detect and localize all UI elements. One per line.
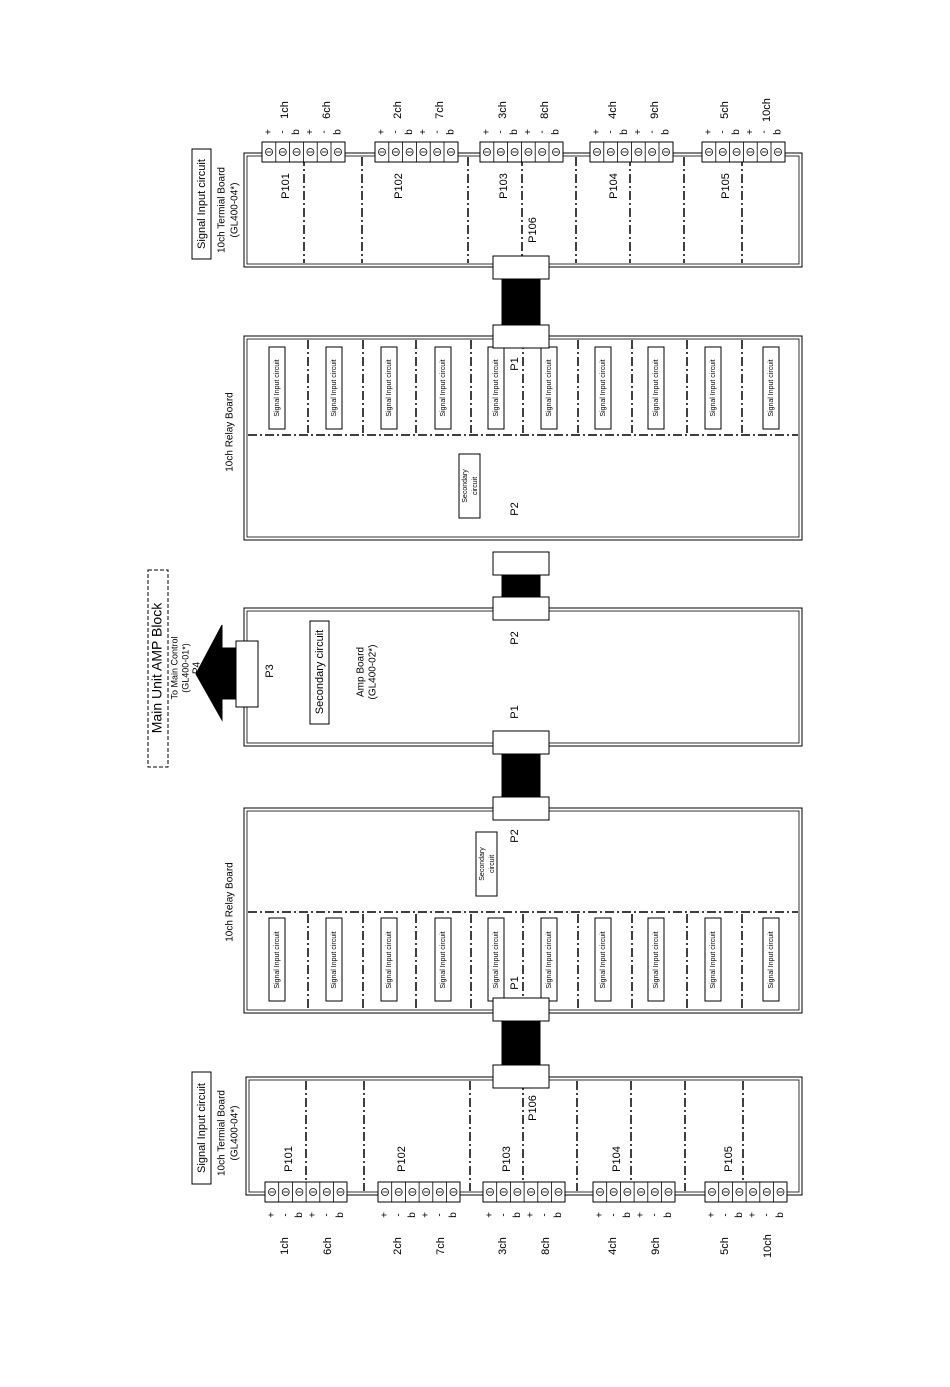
pin-label: - xyxy=(498,1213,510,1217)
pin-label: b xyxy=(775,1212,787,1218)
pin-label: b xyxy=(407,1212,419,1218)
pin-label: + xyxy=(591,129,603,135)
amp-p1-label: P1 xyxy=(508,705,521,719)
channel-label: 8ch xyxy=(539,1237,552,1255)
relay-p2-label: P2 xyxy=(508,829,521,843)
amp-p2-label: P2 xyxy=(508,631,521,645)
pin-label: b xyxy=(512,1212,524,1218)
channel-label: 3ch xyxy=(496,101,509,119)
pin-label: - xyxy=(393,1213,405,1217)
cable-connector-end xyxy=(493,597,549,620)
relay-board-label: 10ch Relay Board xyxy=(224,392,236,472)
pin-label: b xyxy=(332,129,344,135)
bottom-relay-board xyxy=(225,808,802,1013)
secondary-text: circuit xyxy=(488,854,496,874)
signal-input-tag-text: Signal Input circuit xyxy=(195,1083,208,1173)
pin-label: - xyxy=(758,130,770,134)
main-unit-title: Main Unit AMP Block xyxy=(148,602,165,734)
signal-input-text: Signal Input circuit xyxy=(709,931,717,989)
pin-label: - xyxy=(761,1213,773,1217)
pin-label: + xyxy=(307,1212,319,1218)
pin-label: + xyxy=(703,129,715,135)
pin-label: - xyxy=(608,1213,620,1217)
pin-label: b xyxy=(291,129,303,135)
channel-label: 1ch xyxy=(278,101,291,119)
channel-label: 2ch xyxy=(391,1237,404,1255)
pin-label: - xyxy=(536,130,548,134)
ribbon-cable xyxy=(502,1018,540,1068)
connector-label: P105 xyxy=(719,173,732,199)
pin-label: b xyxy=(448,1212,460,1218)
pin-label: b xyxy=(335,1212,347,1218)
signal-input-text: Signal Input circuit xyxy=(599,359,607,417)
signal-input-text: Signal Input circuit xyxy=(545,359,553,417)
channel-label: 6ch xyxy=(321,1237,334,1255)
relay-p1-label: P1 xyxy=(508,976,521,990)
secondary-text: Secondary xyxy=(461,469,469,503)
signal-input-text: Signal Input circuit xyxy=(652,931,660,989)
signal-input-text: Signal Input circuit xyxy=(709,359,717,417)
pin-label: + xyxy=(418,129,430,135)
connector-label: P101 xyxy=(282,1146,295,1172)
signal-input-text: Signal Input circuit xyxy=(273,359,281,417)
signal-input-text: Signal Input circuit xyxy=(330,359,338,417)
terminal-board-label: 10ch Termial Board xyxy=(216,1090,228,1176)
pin-label: b xyxy=(445,129,457,135)
cable-connector-end xyxy=(493,552,549,575)
pin-label: - xyxy=(720,1213,732,1217)
bottom-terminal-board xyxy=(192,1072,802,1258)
pin-label: + xyxy=(745,129,757,135)
signal-input-text: Signal Input circuit xyxy=(330,931,338,989)
top-terminal-board xyxy=(192,98,802,267)
pin-label: b xyxy=(553,1212,565,1218)
cable-connector-end xyxy=(493,256,549,279)
signal-input-text: Signal Input circuit xyxy=(385,359,393,417)
pin-label: - xyxy=(390,130,402,134)
pin-label: + xyxy=(376,129,388,135)
amp-board xyxy=(196,608,802,746)
pin-label: b xyxy=(660,129,672,135)
signal-input-tag-text: Signal Input circuit xyxy=(195,159,208,249)
pin-label: - xyxy=(280,1213,292,1217)
channel-label: 2ch xyxy=(391,101,404,119)
signal-input-text: Signal Input circuit xyxy=(439,359,447,417)
connector-label: P103 xyxy=(497,173,510,199)
top-relay-board xyxy=(225,336,802,540)
pin-label: + xyxy=(594,1212,606,1218)
channel-label: 1ch xyxy=(278,1237,291,1255)
relay-p2-label: P2 xyxy=(508,502,521,516)
connector-label: P102 xyxy=(392,173,405,199)
connector-label: P102 xyxy=(395,1146,408,1172)
channel-label: 9ch xyxy=(648,101,661,119)
pin-label: b xyxy=(731,129,743,135)
pin-label: - xyxy=(321,1213,333,1217)
cable-connector-end xyxy=(493,998,549,1021)
p3-connector xyxy=(236,641,258,707)
p106-label: P106 xyxy=(526,217,539,243)
channel-label: 10ch xyxy=(760,98,773,122)
cable-connector-end xyxy=(493,731,549,754)
signal-input-text: Signal Input circuit xyxy=(767,359,775,417)
pin-label: + xyxy=(420,1212,432,1218)
connector-label: P101 xyxy=(279,173,292,199)
terminal-board-model: (GL400-04*) xyxy=(229,182,241,238)
pin-label: + xyxy=(525,1212,537,1218)
pin-label: b xyxy=(622,1212,634,1218)
connector-label: P105 xyxy=(722,1146,735,1172)
amp-board-model: (GL400-02*) xyxy=(367,644,379,700)
cable-connector-end xyxy=(493,1065,549,1088)
signal-input-text: Signal Input circuit xyxy=(492,359,500,417)
signal-input-text: Signal Input circuit xyxy=(492,931,500,989)
pin-label: + xyxy=(305,129,317,135)
secondary-text: Secondary xyxy=(478,847,486,881)
pin-label: b xyxy=(404,129,416,135)
cable-connector-end xyxy=(493,797,549,820)
channel-label: 9ch xyxy=(649,1237,662,1255)
channel-label: 7ch xyxy=(433,101,446,119)
relay-p1-label: P1 xyxy=(508,357,521,371)
pin-label: b xyxy=(550,129,562,135)
p4-label: P4 xyxy=(191,661,203,675)
signal-input-text: Signal Input circuit xyxy=(599,931,607,989)
ribbon-cable xyxy=(502,276,540,328)
pin-label: b xyxy=(294,1212,306,1218)
pin-label: b xyxy=(663,1212,675,1218)
channel-label: 4ch xyxy=(606,1237,619,1255)
pin-label: - xyxy=(646,130,658,134)
channel-label: 4ch xyxy=(606,101,619,119)
channel-label: 6ch xyxy=(320,101,333,119)
channel-label: 5ch xyxy=(718,1237,731,1255)
signal-input-text: Signal Input circuit xyxy=(652,359,660,417)
main-unit-title-block xyxy=(148,570,203,767)
pin-label: b xyxy=(619,129,631,135)
terminal-board-outline xyxy=(246,1077,802,1195)
pin-label: b xyxy=(509,129,521,135)
signal-input-text: Signal Input circuit xyxy=(767,931,775,989)
signal-input-text: Signal Input circuit xyxy=(439,931,447,989)
p106-label: P106 xyxy=(526,1095,539,1121)
pin-label: + xyxy=(523,129,535,135)
pin-label: + xyxy=(706,1212,718,1218)
relay-board-label: 10ch Relay Board xyxy=(224,862,236,942)
channel-label: 10ch xyxy=(761,1234,774,1258)
main-control-model: (GL400-01*) xyxy=(180,643,191,693)
connector-label: P104 xyxy=(610,1146,623,1172)
pin-label: + xyxy=(484,1212,496,1218)
pin-label: + xyxy=(635,1212,647,1218)
channel-label: 5ch xyxy=(718,101,731,119)
signal-input-text: Signal Input circuit xyxy=(273,931,281,989)
pin-label: - xyxy=(434,1213,446,1217)
pin-label: - xyxy=(277,130,289,134)
connector-label: P103 xyxy=(500,1146,513,1172)
ribbon-cable xyxy=(502,572,540,600)
pin-label: + xyxy=(747,1212,759,1218)
secondary-text: Secondary circuit xyxy=(313,629,326,715)
to-main-control-text: To Main Control xyxy=(169,636,180,700)
pin-label: - xyxy=(649,1213,661,1217)
pin-label: - xyxy=(605,130,617,134)
pin-label: b xyxy=(772,129,784,135)
connector-label: P104 xyxy=(607,173,620,199)
ribbon-cable xyxy=(502,751,540,800)
pin-label: - xyxy=(431,130,443,134)
signal-input-text: Signal Input circuit xyxy=(545,931,553,989)
channel-label: 8ch xyxy=(538,101,551,119)
pin-label: - xyxy=(318,130,330,134)
secondary-text: circuit xyxy=(471,476,479,496)
pin-label: + xyxy=(633,129,645,135)
pin-label: + xyxy=(379,1212,391,1218)
pin-label: + xyxy=(481,129,493,135)
terminal-board-label: 10ch Termial Board xyxy=(216,167,228,253)
p3-label: P3 xyxy=(263,664,276,678)
channel-label: 7ch xyxy=(434,1237,447,1255)
cable-connector-end xyxy=(493,325,549,348)
terminal-board-outline xyxy=(244,153,802,267)
pin-label: + xyxy=(263,129,275,135)
channel-label: 3ch xyxy=(496,1237,509,1255)
pin-label: b xyxy=(734,1212,746,1218)
signal-input-text: Signal Input circuit xyxy=(385,931,393,989)
amp-board-label: Amp Board xyxy=(355,646,367,698)
pin-label: - xyxy=(495,130,507,134)
pin-label: - xyxy=(539,1213,551,1217)
pin-label: + xyxy=(266,1212,278,1218)
pin-label: - xyxy=(717,130,729,134)
terminal-board-model: (GL400-04*) xyxy=(229,1105,241,1161)
